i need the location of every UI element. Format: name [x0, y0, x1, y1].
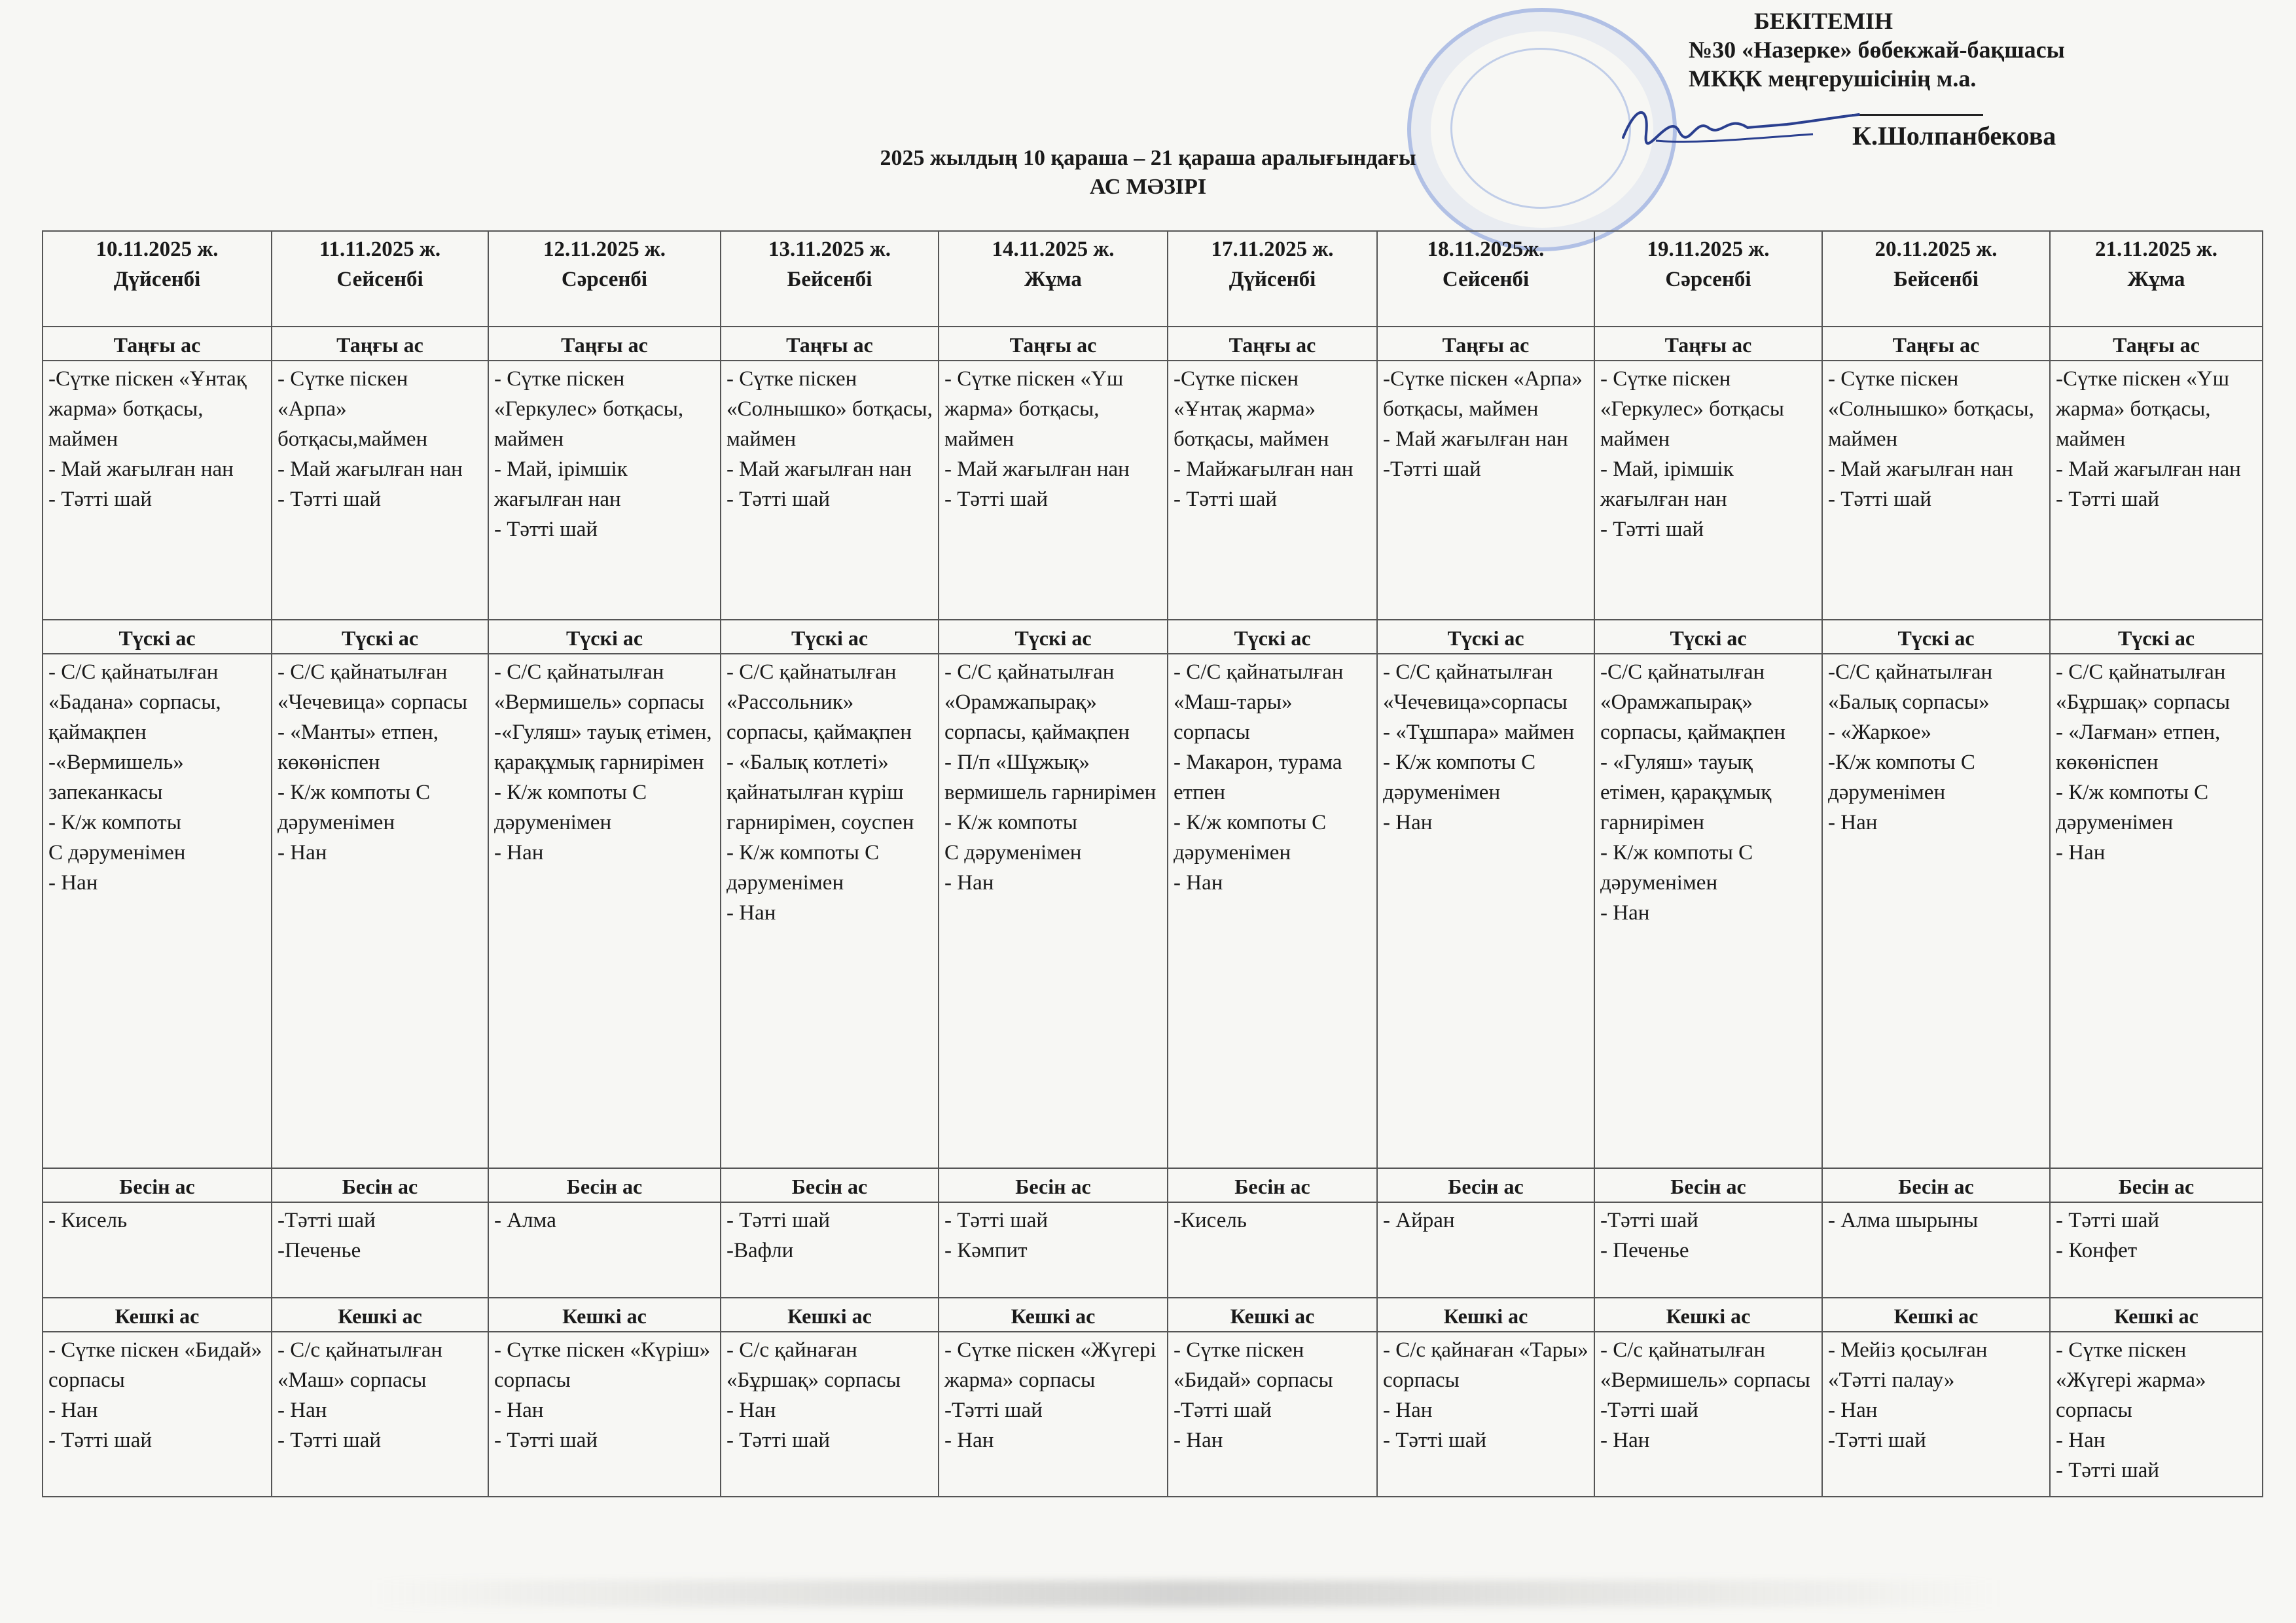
meal-items-row [43, 1202, 2263, 1298]
meal-label: Кешкі ас [488, 1298, 721, 1332]
meal-items-cell: - Алма шырыны [1822, 1202, 2050, 1298]
meal-items-cell: - Алма [488, 1202, 721, 1298]
meal-label: Бесін ас [1594, 1168, 1822, 1202]
meal-label-row [43, 327, 2263, 361]
meal-items-cell: -Тәтті шай - Печенье [1594, 1202, 1822, 1298]
day-header [43, 231, 272, 327]
meal-label: Кешкі ас [1377, 1298, 1594, 1332]
approval-title: БЕКІТЕМІН [1754, 8, 1893, 34]
meal-label: Түскі ас [721, 620, 939, 654]
meal-label: Таңғы ас [2050, 327, 2263, 361]
meal-items-cell: - Сүтке піскен «Күріш» сорпасы - Нан - Тәтті шай [488, 1332, 721, 1497]
meal-label: Түскі ас [939, 620, 1168, 654]
day-date: 14.11.2025 ж. [992, 238, 1115, 261]
meal-items-cell: - Сүтке піскен «Жүгері жарма» сорпасы - Нан - Тәтті шай [2050, 1332, 2263, 1497]
day-header [488, 231, 721, 327]
day-weekday: Сәрсенбі [1665, 268, 1751, 291]
document-title [0, 144, 2296, 202]
meal-label: Таңғы ас [272, 327, 488, 361]
meal-items-cell: -Сүтке піскен «Ұнтақ жарма» ботқасы, маймен - Май жағылған нан - Тәтті шай [43, 361, 272, 620]
meal-label: Түскі ас [488, 620, 721, 654]
meal-label: Бесін ас [1377, 1168, 1594, 1202]
meal-items-cell: - С/С қайнатылған «Бадана» сорпасы, қаймақпен -«Вермишель» запеканкасы - К/ж компоты С дәруменімен - Нан [43, 654, 272, 1168]
signature-line [1852, 114, 1983, 116]
day-header [1822, 231, 2050, 327]
meal-items-cell: -Сүтке піскен «Ұнтақ жарма» ботқасы, маймен - Майжағылған нан - Тәтті шай [1168, 361, 1377, 620]
meal-items-cell: - Сүтке піскен «Солнышко» ботқасы, маймен - Май жағылған нан - Тәтті шай [721, 361, 939, 620]
day-date: 21.11.2025 ж. [2094, 238, 2218, 261]
meal-items-cell: - Тәтті шай - Конфет [2050, 1202, 2263, 1298]
meal-label: Кешкі ас [939, 1298, 1168, 1332]
meal-label: Кешкі ас [1822, 1298, 2050, 1332]
day-date: 17.11.2025 ж. [1211, 238, 1334, 261]
approval-signer: К.Шолпанбекова [1852, 121, 2056, 151]
day-date: 20.11.2025 ж. [1874, 238, 1998, 261]
meal-items-cell: - С/с қайнаған «Тары» сорпасы - Нан - Тәтті шай [1377, 1332, 1594, 1497]
meal-items-cell: - Мейіз қосылған «Тәтті палау» - Нан -Тәтті шай [1822, 1332, 2050, 1497]
approval-organization: №30 «Назерке» бөбекжай-бақшасы [1689, 37, 2065, 63]
meal-label: Кешкі ас [1594, 1298, 1822, 1332]
meal-items-cell: - Айран [1377, 1202, 1594, 1298]
meal-items-cell: - С/С қайнатылған «Вермишель» сорпасы -«Гуляш» тауық етімен, қарақұмық гарнирімен - К/ж компоты С дәруменімен - Нан [488, 654, 721, 1168]
meal-label: Бесін ас [1822, 1168, 2050, 1202]
day-weekday: Сейсенбі [1442, 268, 1530, 291]
meal-label: Түскі ас [43, 620, 272, 654]
date-header-row [43, 231, 2263, 327]
meal-label: Бесін ас [1168, 1168, 1377, 1202]
meal-items-cell: -Сүтке піскен «Үш жарма» ботқасы, маймен - Май жағылған нан - Тәтті шай [2050, 361, 2263, 620]
meal-label: Таңғы ас [1168, 327, 1377, 361]
meal-label: Кешкі ас [43, 1298, 272, 1332]
meal-items-cell: - С/С қайнатылған «Орамжапырақ» сорпасы, қаймақпен - П/п «Шұжық» вермишель гарнирімен - К/ж компоты С дәруменімен - Нан [939, 654, 1168, 1168]
meal-label: Таңғы ас [43, 327, 272, 361]
day-weekday: Жұма [1024, 268, 1082, 291]
meal-items-row [43, 361, 2263, 620]
day-date: 12.11.2025 ж. [543, 238, 666, 261]
meal-items-cell: - С/с қайнатылған «Вермишель» сорпасы -Тәтті шай - Нан [1594, 1332, 1822, 1497]
meal-items-cell: - С/С қайнатылған «Рассольник» сорпасы, қаймақпен - «Балық котлеті» қайнатылған күріш гарнирімен, соуспен - К/ж компоты С дәруменімен - Нан [721, 654, 939, 1168]
meal-label: Таңғы ас [721, 327, 939, 361]
day-weekday: Жұма [2127, 268, 2185, 291]
meal-label: Бесін ас [272, 1168, 488, 1202]
day-weekday: Дүйсенбі [1229, 268, 1316, 291]
meal-items-cell: - Сүтке піскен «Геркулес» ботқасы маймен - Май, ірімшік жағылған нан - Тәтті шай [1594, 361, 1822, 620]
day-header [1377, 231, 1594, 327]
meal-label: Түскі ас [1168, 620, 1377, 654]
meal-items-cell: - Тәтті шай - Кәмпит [939, 1202, 1168, 1298]
meal-items-cell: - Сүтке піскен «Жүгері жарма» сорпасы -Тәтті шай - Нан [939, 1332, 1168, 1497]
meal-label: Таңғы ас [1377, 327, 1594, 361]
day-weekday: Бейсенбі [787, 268, 872, 291]
meal-label: Бесін ас [43, 1168, 272, 1202]
approval-position: МКҚК меңгерушісінің м.а. [1689, 65, 1977, 92]
meal-label: Бесін ас [721, 1168, 939, 1202]
meal-items-cell: - Сүтке піскен «Бидай» сорпасы - Нан - Тәтті шай [43, 1332, 272, 1497]
day-date: 11.11.2025 ж. [319, 238, 441, 261]
meal-label: Таңғы ас [488, 327, 721, 361]
meal-items-cell: -С/С қайнатылған «Балық сорпасы» - «Жаркое» -К/ж компоты С дәруменімен - Нан [1822, 654, 2050, 1168]
meal-items-cell: -Тәтті шай -Печенье [272, 1202, 488, 1298]
meal-label: Таңғы ас [1594, 327, 1822, 361]
meal-items-cell: - С/С қайнатылған «Бұршақ» сорпасы - «Лағман» етпен, көкөніспен - К/ж компоты С дәруменімен - Нан [2050, 654, 2263, 1168]
meal-label: Кешкі ас [2050, 1298, 2263, 1332]
meal-items-cell: - Сүтке піскен «Арпа» ботқасы,маймен - Май жағылған нан - Тәтті шай [272, 361, 488, 620]
meal-label: Бесін ас [939, 1168, 1168, 1202]
title-period: 2025 жылдың 10 қараша – 21 қараша аралығындағы [880, 146, 1416, 170]
meal-items-cell: - С/С қайнатылған «Чечевица» сорпасы - «Манты» етпен, көкөніспен - К/ж компоты С дәруменімен - Нан [272, 654, 488, 1168]
meal-items-cell: - Сүтке піскен «Бидай» сорпасы -Тәтті шай - Нан [1168, 1332, 1377, 1497]
meal-label: Кешкі ас [1168, 1298, 1377, 1332]
meal-items-cell: - С/С қайнатылған «Чечевица»сорпасы - «Тұшпара» маймен - К/ж компоты С дәруменімен - Нан [1377, 654, 1594, 1168]
day-header [721, 231, 939, 327]
meal-label-row [43, 620, 2263, 654]
day-weekday: Сейсенбі [336, 268, 423, 291]
day-header [2050, 231, 2263, 327]
meal-items-cell: - Кисель [43, 1202, 272, 1298]
meal-items-cell: - С/с қайнатылған «Маш» сорпасы - Нан - Тәтті шай [272, 1332, 488, 1497]
meal-items-cell: - Сүтке піскен «Солнышко» ботқасы, маймен - Май жағылған нан - Тәтті шай [1822, 361, 2050, 620]
scan-artifact [367, 1580, 2003, 1607]
meal-label-row [43, 1298, 2263, 1332]
meal-label: Түскі ас [1594, 620, 1822, 654]
meal-items-cell: -С/С қайнатылған «Орамжапырақ» сорпасы, қаймақпен - «Гуляш» тауық етімен, қарақұмық гарнирімен - К/ж компоты С дәруменімен - Нан [1594, 654, 1822, 1168]
meal-label: Түскі ас [1822, 620, 2050, 654]
menu-table [42, 230, 2263, 1497]
meal-label: Таңғы ас [939, 327, 1168, 361]
meal-items-row [43, 654, 2263, 1168]
day-weekday: Дүйсенбі [113, 268, 201, 291]
meal-label: Кешкі ас [721, 1298, 939, 1332]
meal-label-row [43, 1168, 2263, 1202]
day-date: 13.11.2025 ж. [768, 238, 891, 261]
meal-items-cell: -Сүтке піскен «Арпа» ботқасы, маймен - Май жағылған нан -Тәтті шай [1377, 361, 1594, 620]
meal-label: Таңғы ас [1822, 327, 2050, 361]
day-header [1594, 231, 1822, 327]
day-date: 19.11.2025 ж. [1647, 238, 1770, 261]
meal-items-cell: - Сүтке піскен «Үш жарма» ботқасы, маймен - Май жағылған нан - Тәтті шай [939, 361, 1168, 620]
title-menu: АС МӘЗІРІ [1089, 175, 1207, 199]
meal-items-cell: -Кисель [1168, 1202, 1377, 1298]
meal-label: Бесін ас [488, 1168, 721, 1202]
meal-items-cell: - С/С қайнатылған «Маш-тары» сорпасы - Макарон, турама етпен - К/ж компоты С дәруменімен - Нан [1168, 654, 1377, 1168]
meal-label: Түскі ас [2050, 620, 2263, 654]
day-weekday: Бейсенбі [1893, 268, 1979, 291]
day-header [272, 231, 488, 327]
meal-label: Кешкі ас [272, 1298, 488, 1332]
meal-items-row [43, 1332, 2263, 1497]
meal-items-cell: - С/с қайнаған «Бұршақ» сорпасы - Нан - Тәтті шай [721, 1332, 939, 1497]
day-date: 18.11.2025ж. [1427, 238, 1545, 261]
meal-label: Түскі ас [272, 620, 488, 654]
meal-label: Түскі ас [1377, 620, 1594, 654]
meal-label: Бесін ас [2050, 1168, 2263, 1202]
meal-items-cell: - Тәтті шай -Вафли [721, 1202, 939, 1298]
day-header [1168, 231, 1377, 327]
meal-items-cell: - Сүтке піскен «Геркулес» ботқасы, маймен - Май, ірімшік жағылған нан - Тәтті шай [488, 361, 721, 620]
day-date: 10.11.2025 ж. [96, 238, 219, 261]
day-weekday: Сәрсенбі [561, 268, 648, 291]
day-header [939, 231, 1168, 327]
